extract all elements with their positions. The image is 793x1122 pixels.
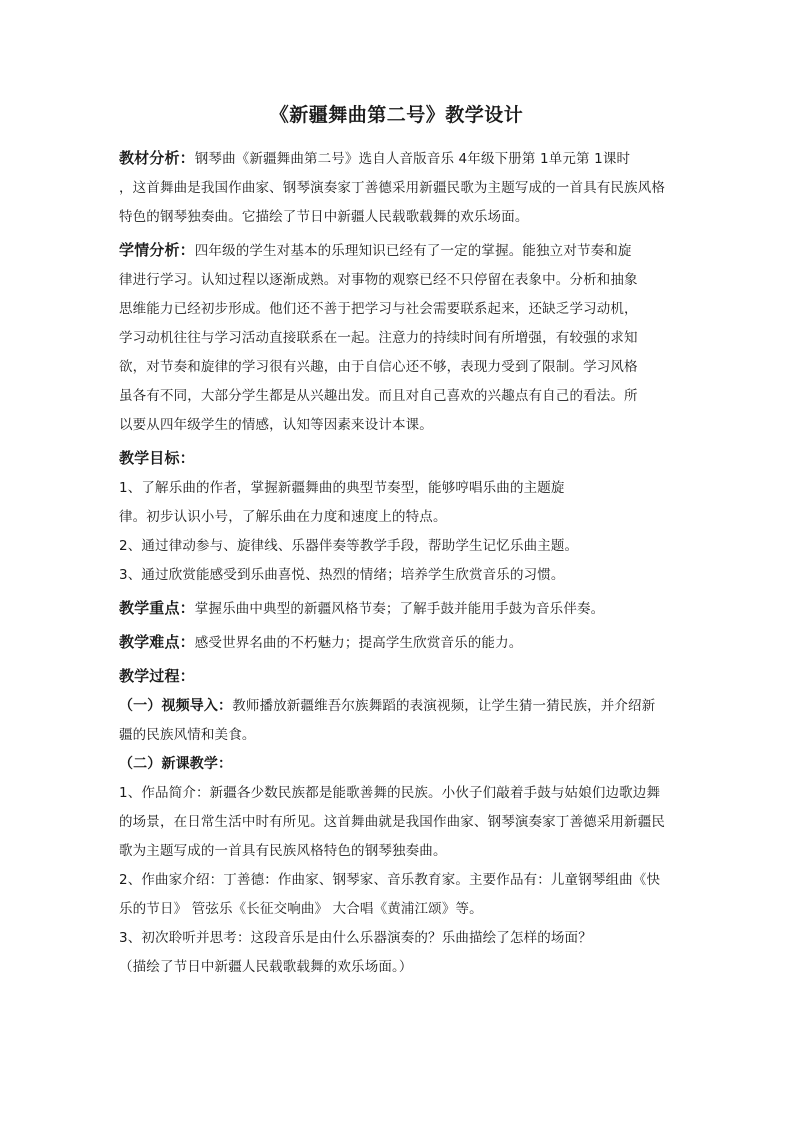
text-line: 思维能力已经初步形成。他们还不善于把学习与社会需要联系起来，还缺乏学习动机， — [119, 301, 638, 317]
text-line: 虽各有不同，大部分学生都是从兴趣出发。而且对自己喜欢的兴趣点有自己的看法。所 — [119, 388, 638, 404]
subsection-label: （二）新课教学： — [119, 756, 233, 772]
text-line: （描绘了节日中新疆人民载歌载舞的欢乐场面。） — [119, 959, 413, 975]
text-line: 掌握乐曲中典型的新疆风格节奏；了解手鼓并能用手鼓为音乐伴奏。 — [194, 601, 605, 617]
text-line: 乐的节日》 管弦乐《长征交响曲》 大合唱《黄浦江颂》等。 — [119, 901, 483, 917]
text-line: 学习动机往往与学习活动直接联系在一起。注意力的持续时间有所增强，有较强的求知 — [119, 330, 638, 346]
text-line: 以要从四年级学生的情感，认知等因素来设计本课。 — [119, 417, 433, 433]
text-line: 1、作品简介：新疆各少数民族都是能歌善舞的民族。小伙子们敲着手鼓与姑娘们边歌边舞 — [119, 785, 661, 801]
goal-item: 1、了解乐曲的作者，掌握新疆舞曲的典型节奏型，能够哼唱乐曲的主题旋 — [119, 480, 565, 496]
document-body — [119, 144, 679, 982]
section-label: 教材分析： — [119, 149, 195, 167]
video-intro — [119, 692, 679, 721]
section-label: 教学过程： — [119, 667, 195, 685]
section-label: 教学目标： — [119, 449, 195, 467]
goal-item: 3、通过欣赏能感受到乐曲喜悦、热烈的情绪；培养学生欣赏音乐的习惯。 — [119, 567, 565, 583]
section-label: 学情分析： — [119, 241, 195, 259]
text-line: 的场景，在日常生活中时有所见。这首舞曲就是我国作曲家、钢琴演奏家丁善德采用新疆民 — [119, 814, 665, 830]
text-line: 四年级的学生对基本的乐理知识已经有了一定的掌握。能独立对节奏和旋 — [194, 243, 632, 259]
new-lesson-heading — [119, 750, 679, 779]
text-line: 特色的钢琴独奏曲。它描绘了节日中新疆人民载歌载舞的欢乐场面。 — [119, 209, 529, 225]
text-line: 教师播放新疆维吾尔族舞蹈的表演视频，让学生猜一猜民族，并介绍新 — [232, 698, 656, 714]
text-line: 歌为主题写成的一首具有民族风格特色的钢琴独奏曲。 — [119, 843, 447, 859]
text-line: 感受世界名曲的不朽魅力；提高学生欣赏音乐的能力。 — [194, 635, 523, 651]
teaching-key-points — [119, 594, 679, 624]
student-analysis — [119, 236, 679, 266]
text-line: ，这首舞曲是我国作曲家、钢琴演奏家丁善德采用新疆民歌为主题写成的一首具有民族风格 — [119, 180, 665, 196]
goal-item: 2、通过律动参与、旋律线、乐器伴奏等教学手段，帮助学生记忆乐曲主题。 — [119, 538, 579, 554]
teaching-goals-heading — [119, 444, 679, 474]
teaching-process-heading — [119, 662, 679, 692]
text-line: 钢琴曲《新疆舞曲第二号》选自人音版音乐 4年级下册第 1单元第 1课时 — [194, 151, 631, 167]
document-title: 《新疆舞曲第二号》教学设计 — [269, 104, 524, 126]
teaching-difficulties — [119, 628, 679, 658]
text-line: 律进行学习。认知过程以逐渐成熟。对事物的观察已经不只停留在表象中。分析和抽象 — [119, 272, 638, 288]
goal-item: 律。初步认识小号，了解乐曲在力度和速度上的特点。 — [119, 509, 447, 525]
material-analysis — [119, 144, 679, 174]
section-label: 教学重点： — [119, 599, 195, 617]
text-line: 欲，对节奏和旋律的学习很有兴趣，由于自信心还不够，表现力受到了限制。学习风格 — [119, 359, 638, 375]
subsection-label: （一）视频导入： — [119, 698, 233, 714]
section-label: 教学难点： — [119, 633, 195, 651]
text-line: 3、初次聆听并思考：这段音乐是由什么乐器演奏的？乐曲描绘了怎样的场面？ — [119, 930, 592, 946]
text-line: 疆的民族风情和美食。 — [119, 727, 256, 743]
text-line: 2、作曲家介绍：丁善德：作曲家、钢琴家、音乐教育家。主要作品有：儿童钢琴组曲《快 — [119, 872, 661, 888]
